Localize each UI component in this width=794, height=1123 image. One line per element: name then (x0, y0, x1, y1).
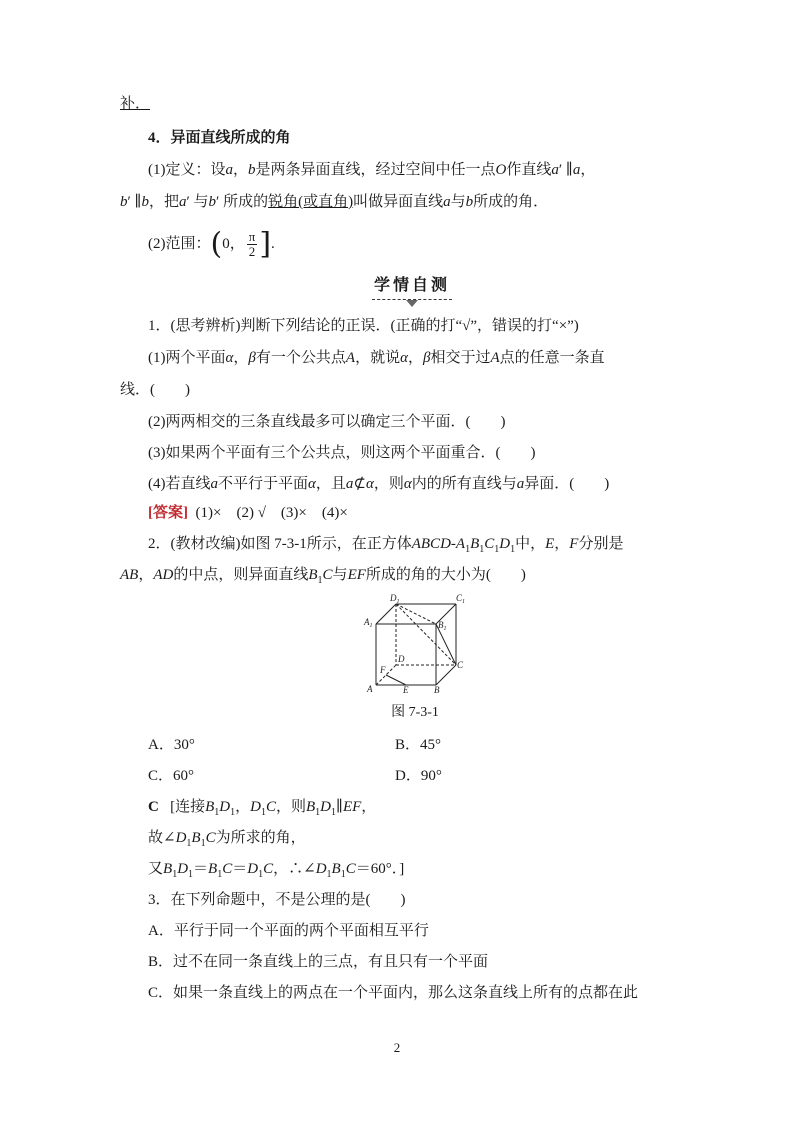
continued-text: 补． (120, 96, 151, 112)
q1-statement-3: (3)如果两个平面有三个公共点，则这两个平面重合．( ) (148, 445, 536, 461)
figure-caption: 图 7-3-1 (391, 705, 439, 720)
q3-option-b: B．过不在同一条直线上的三点，有且只有一个平面 (148, 954, 489, 970)
q2-option-c: C．60° (148, 768, 195, 784)
segment-ef (386, 675, 406, 685)
q3-option-a: A．平行于同一个平面的两个平面相互平行 (148, 923, 429, 939)
edge-bc (436, 665, 456, 685)
q1-answer: [答案] (1)× (2) √ (3)× (4)× (148, 505, 348, 521)
q2-option-b: B．45° (395, 737, 442, 753)
label-a1: $A_1$ (364, 617, 373, 629)
q3-option-c: C．如果一条直线上的两点在一个平面内，那么这条直线上所有的点都在此 (148, 985, 639, 1001)
q2-option-a: A．30° (148, 737, 195, 753)
section-title-block (372, 276, 452, 307)
cube-diagram (360, 592, 470, 696)
range-line: (2)范围：(0， $\frac{\pi}{2}$ ]. (148, 226, 275, 262)
label-c: C (457, 660, 464, 670)
label-f: F (380, 665, 386, 675)
answer-tag: [答案] (148, 505, 188, 521)
q1-statement-2: (2)两两相交的三条直线最多可以确定三个平面．( ) (148, 414, 506, 430)
pi-over-two: $\frac{\pi}{2}$ (248, 229, 256, 260)
definition-line-1: (1)定义：设a，b是两条异面直线，经过空间中任一点O作直线a′ ∥a， (148, 162, 596, 178)
q2-line-2: AB，AD的中点，则异面直线$B_1C$与EF所成的角的大小为( ) (120, 567, 526, 586)
label-d1: $D_1$ (390, 593, 400, 605)
page-number: 2 (393, 1040, 401, 1055)
segment-d1b1 (396, 604, 436, 624)
q2-solution-line-3: 又$B_1D_1=B_1C=D_1C$，$\therefore\angle D_1B_1C=60^\circ$．] (148, 861, 405, 880)
q3-stem: 3．在下列命题中，不是公理的是( ) (148, 892, 406, 908)
q2-option-d: D．90° (395, 768, 442, 784)
section-title: 学情自测 (373, 277, 450, 294)
q1-statement-4: (4)若直线a不平行于平面α，且a⊄α，则α内的所有直线与a异面．( ) (148, 476, 610, 492)
acute-angle-term: 锐角(或直角) (268, 194, 354, 210)
q2-solution-line-2: 故$\angle D_1B_1C$为所求的角， (148, 830, 306, 849)
section-title-marker (406, 300, 418, 307)
q1-stem: 1．(思考辨析)判断下列结论的正误．(正确的打“√”，错误的打“×”) (148, 318, 579, 334)
label-c1: $C_1$ (456, 593, 466, 605)
q2-line-1: 2．(教材改编)如图 7-3-1所示，在正方体ABCD-$A_1B_1C_1D_1$中，E，F分别是 (148, 536, 624, 555)
edge-a1d1 (376, 604, 396, 624)
label-b: B (434, 685, 440, 695)
label-d: D (398, 654, 405, 664)
section-heading: 4．异面直线所成的角 (148, 130, 291, 146)
label-b1: $B_1$ (438, 620, 447, 632)
q2-solution-line-1: C [连接$B_1D_1$，$D_1C$，则$B_1D_1\parallel EF$， (148, 799, 377, 818)
label-e: E (403, 685, 409, 695)
q1-statement-1-cont: 线．( ) (120, 382, 190, 398)
label-a: A (367, 684, 373, 694)
q1-statement-1: (1)两个平面α，β有一个公共点A，就说α，β相交于过A点的任意一条直 (148, 350, 605, 366)
cube-figure (360, 592, 470, 701)
definition-line-2: b′ ∥b，把a′ 与b′ 所成的锐角(或直角)叫做异面直线a与b所成的角． (120, 194, 549, 210)
answer-letter: C (148, 799, 159, 815)
